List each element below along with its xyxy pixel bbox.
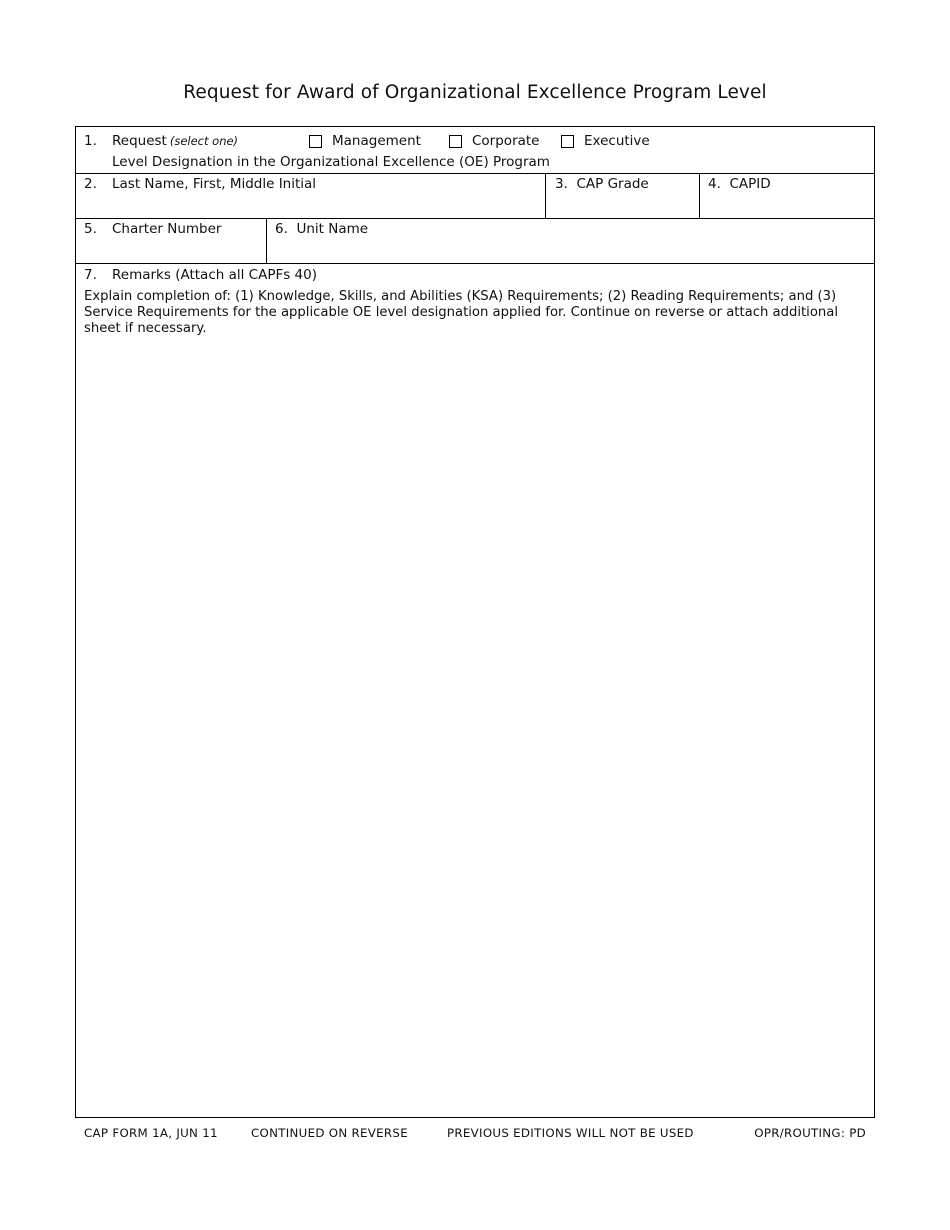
name-label-text: Last Name, First, Middle Initial <box>112 176 317 192</box>
charter-number-field[interactable] <box>76 218 266 263</box>
charter-number-label <box>84 221 221 237</box>
executive-checkbox[interactable] <box>561 135 574 148</box>
footer-form-id: CAP FORM 1A, JUN 11 <box>84 1126 218 1140</box>
option-corporate-label: Corporate <box>472 133 540 149</box>
section-request-label <box>84 133 238 149</box>
option-management[interactable] <box>309 133 421 149</box>
section-number: 5. <box>84 221 97 237</box>
capid-field[interactable] <box>699 173 875 218</box>
section-number: 6. <box>275 221 288 237</box>
option-executive[interactable] <box>561 133 650 149</box>
capid-label-text: CAPID <box>729 176 771 192</box>
charter-number-label-text: Charter Number <box>112 221 222 237</box>
request-subtitle: Level Designation in the Organizational Excellence (OE) Program <box>112 154 550 170</box>
award-request-form <box>75 126 875 1118</box>
remarks-field[interactable] <box>76 264 874 1116</box>
section-number: 2. <box>84 176 97 192</box>
option-corporate[interactable] <box>449 133 540 149</box>
footer-previous-editions: PREVIOUS EDITIONS WILL NOT BE USED <box>447 1126 694 1140</box>
section-number: 3. <box>555 176 568 192</box>
remarks-label-text: Remarks (Attach all CAPFs 40) <box>112 267 317 283</box>
charter-unit-row <box>76 218 874 264</box>
remarks-label <box>84 267 317 283</box>
request-label: Request <box>112 133 167 149</box>
section-number: 7. <box>84 267 97 283</box>
name-field[interactable] <box>76 173 545 218</box>
remarks-instructions: Explain completion of: (1) Knowledge, Skills, and Abilities (KSA) Requirements; (2) Reading Requirements; and (3) Service Requirements for the applicable OE level designation applied for. Continue on reverse or attach additional sheet if necessary. <box>84 289 839 336</box>
footer-opr-routing: OPR/ROUTING: PD <box>754 1126 866 1140</box>
cap-grade-field[interactable] <box>545 173 699 218</box>
form-title: Request for Award of Organizational Excellence Program Level <box>183 82 767 103</box>
management-checkbox[interactable] <box>309 135 322 148</box>
corporate-checkbox[interactable] <box>449 135 462 148</box>
cap-grade-label <box>555 176 649 192</box>
section-number: 4. <box>708 176 721 192</box>
footer-continued: CONTINUED ON REVERSE <box>251 1126 408 1140</box>
select-hint: (select one) <box>169 134 239 148</box>
capid-label <box>708 176 771 192</box>
section-request-row <box>76 127 874 174</box>
name-grade-id-row <box>76 173 874 219</box>
option-management-label: Management <box>332 133 421 149</box>
unit-name-field[interactable] <box>266 218 875 263</box>
option-executive-label: Executive <box>584 133 650 149</box>
unit-name-label-text: Unit Name <box>296 221 369 237</box>
name-label <box>84 176 316 192</box>
section-number: 1. <box>84 133 97 149</box>
cap-grade-label-text: CAP Grade <box>576 176 649 192</box>
unit-name-label <box>275 221 368 237</box>
